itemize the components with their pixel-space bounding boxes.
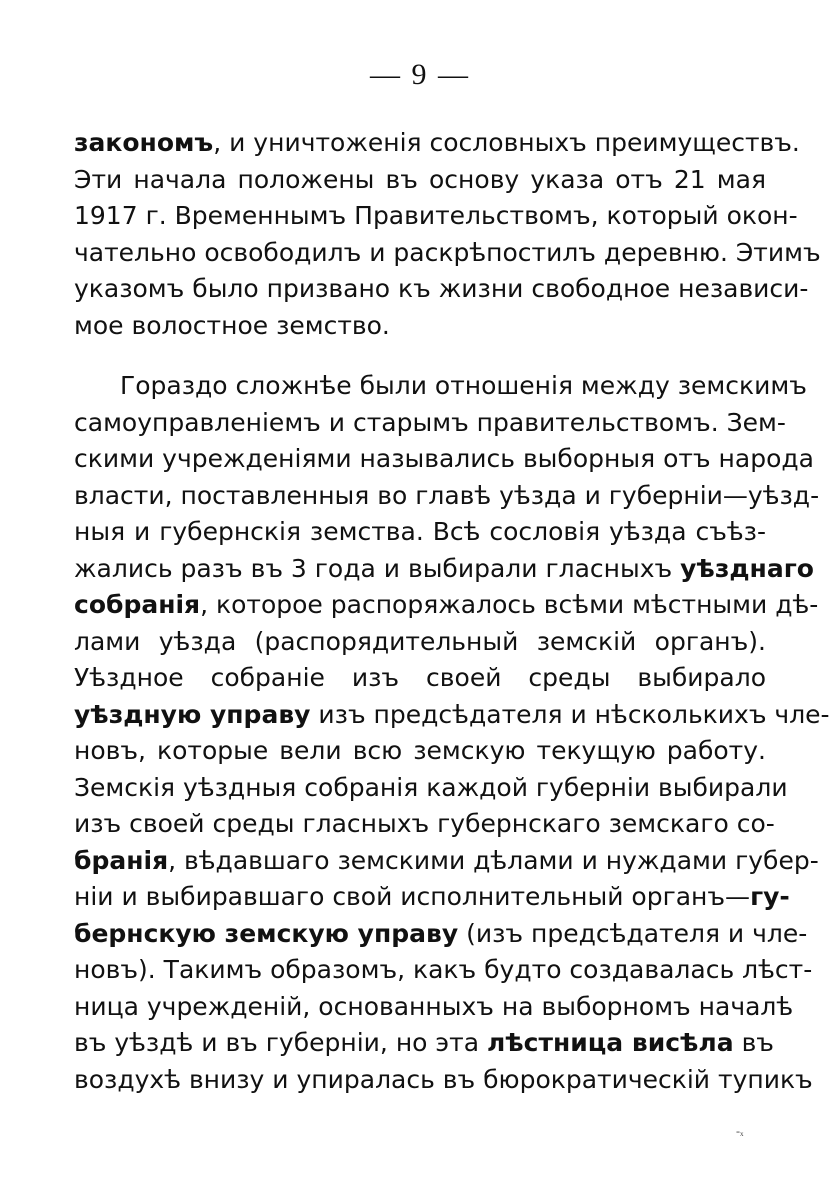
text-run: скими учрежденіями назывались выборныя отъ народа (74, 444, 814, 473)
text-line (74, 308, 766, 345)
text-run: мое волостное земство. (74, 310, 390, 340)
text-run: Эти начала положены въ основу указа отъ 21 мая (74, 164, 766, 194)
text-run: ніи и выбиравшаго свой исполнительный органъ— (74, 882, 751, 911)
text-run: самоуправленіемъ и старымъ правительствомъ. Зем- (74, 407, 786, 437)
text-line (74, 587, 819, 624)
text-line (74, 843, 819, 880)
text-run: ница учрежденій, основанныхъ на выборномъ началѣ (74, 991, 794, 1021)
text-line (74, 405, 786, 442)
bold-term: уѣздную управу (74, 699, 311, 729)
text-run: чательно освободилъ и раскрѣпостилъ деревню. Этимъ (74, 237, 821, 267)
corner-mark: -ₓ (736, 1124, 744, 1138)
text-run: Гораздо сложнѣе были отношенія между земскимъ (120, 371, 807, 400)
text-run: новъ). Такимъ образомъ, какъ будто создавалась лѣст- (74, 955, 813, 984)
bold-term: гу- (750, 882, 790, 911)
text-line (74, 624, 766, 661)
text-line (74, 478, 820, 515)
text-line (74, 989, 794, 1026)
text-line (74, 916, 808, 953)
text-line (74, 952, 813, 989)
text-line (74, 235, 821, 272)
text-run: ныя и губернскія земства. Всѣ сословія уѣзда съѣз- (74, 517, 766, 546)
bold-term: закономъ (74, 128, 214, 157)
text-line (74, 271, 809, 308)
bold-term: собранія (74, 590, 201, 619)
text-line (74, 198, 798, 235)
text-line (74, 162, 766, 199)
text-line (74, 806, 775, 843)
text-run: (изъ предсѣдателя и чле- (458, 918, 808, 948)
text-line (74, 1025, 774, 1062)
paragraph-2 (74, 368, 830, 1098)
text-run: лами уѣзда (распорядительный земскій органъ). (74, 626, 766, 656)
bold-term: лѣстница висѣла (486, 1028, 734, 1057)
text-run: въ (733, 1028, 774, 1057)
text-line (74, 879, 790, 916)
text-line (74, 770, 788, 807)
text-line (74, 733, 766, 770)
text-run: , вѣдавшаго земскими дѣлами и нуждами губер- (168, 845, 819, 875)
text-run: , и уничтоженія сословныхъ преимуществъ. (213, 128, 800, 157)
text-run: , которое распоряжалось всѣми мѣстными дѣ- (200, 590, 819, 619)
text-run: воздухѣ внизу и упиралась въ бюрократическій тупикъ (74, 1064, 813, 1094)
text-run: изъ предсѣдателя и нѣсколькихъ чле- (310, 699, 830, 729)
text-line (74, 551, 814, 588)
bold-term: уѣзднаго (680, 553, 814, 583)
paragraph-1 (74, 125, 821, 344)
text-line (74, 441, 814, 478)
text-run: власти, поставленныя во главѣ уѣзда и губерніи—уѣзд- (74, 480, 820, 510)
page-number: — 9 — (370, 58, 470, 91)
text-run: въ уѣздѣ и въ губерніи, но эта (74, 1028, 487, 1057)
text-line (74, 697, 830, 734)
text-run: Уѣздное собраніе изъ своей среды выбирало (74, 663, 766, 692)
text-line (74, 368, 807, 405)
bold-term: бранія (74, 845, 169, 875)
text-line (74, 514, 766, 551)
text-run: новъ, которые вели всю земскую текущую работу. (74, 736, 766, 765)
text-run: изъ своей среды гласныхъ губернскаго земскаго со- (74, 809, 775, 838)
text-run: жались разъ въ 3 года и выбирали гласныхъ (74, 553, 681, 583)
text-run: Земскія уѣздныя собранія каждой губерніи выбирали (74, 772, 788, 802)
text-line (74, 660, 766, 697)
text-line (74, 125, 800, 162)
text-run: указомъ было призвано къ жизни свободное независи- (74, 274, 809, 303)
bold-term: бернскую земскую управу (74, 918, 459, 948)
text-run: 1917 г. Временнымъ Правительствомъ, который окон- (74, 201, 798, 230)
text-line (74, 1062, 813, 1099)
